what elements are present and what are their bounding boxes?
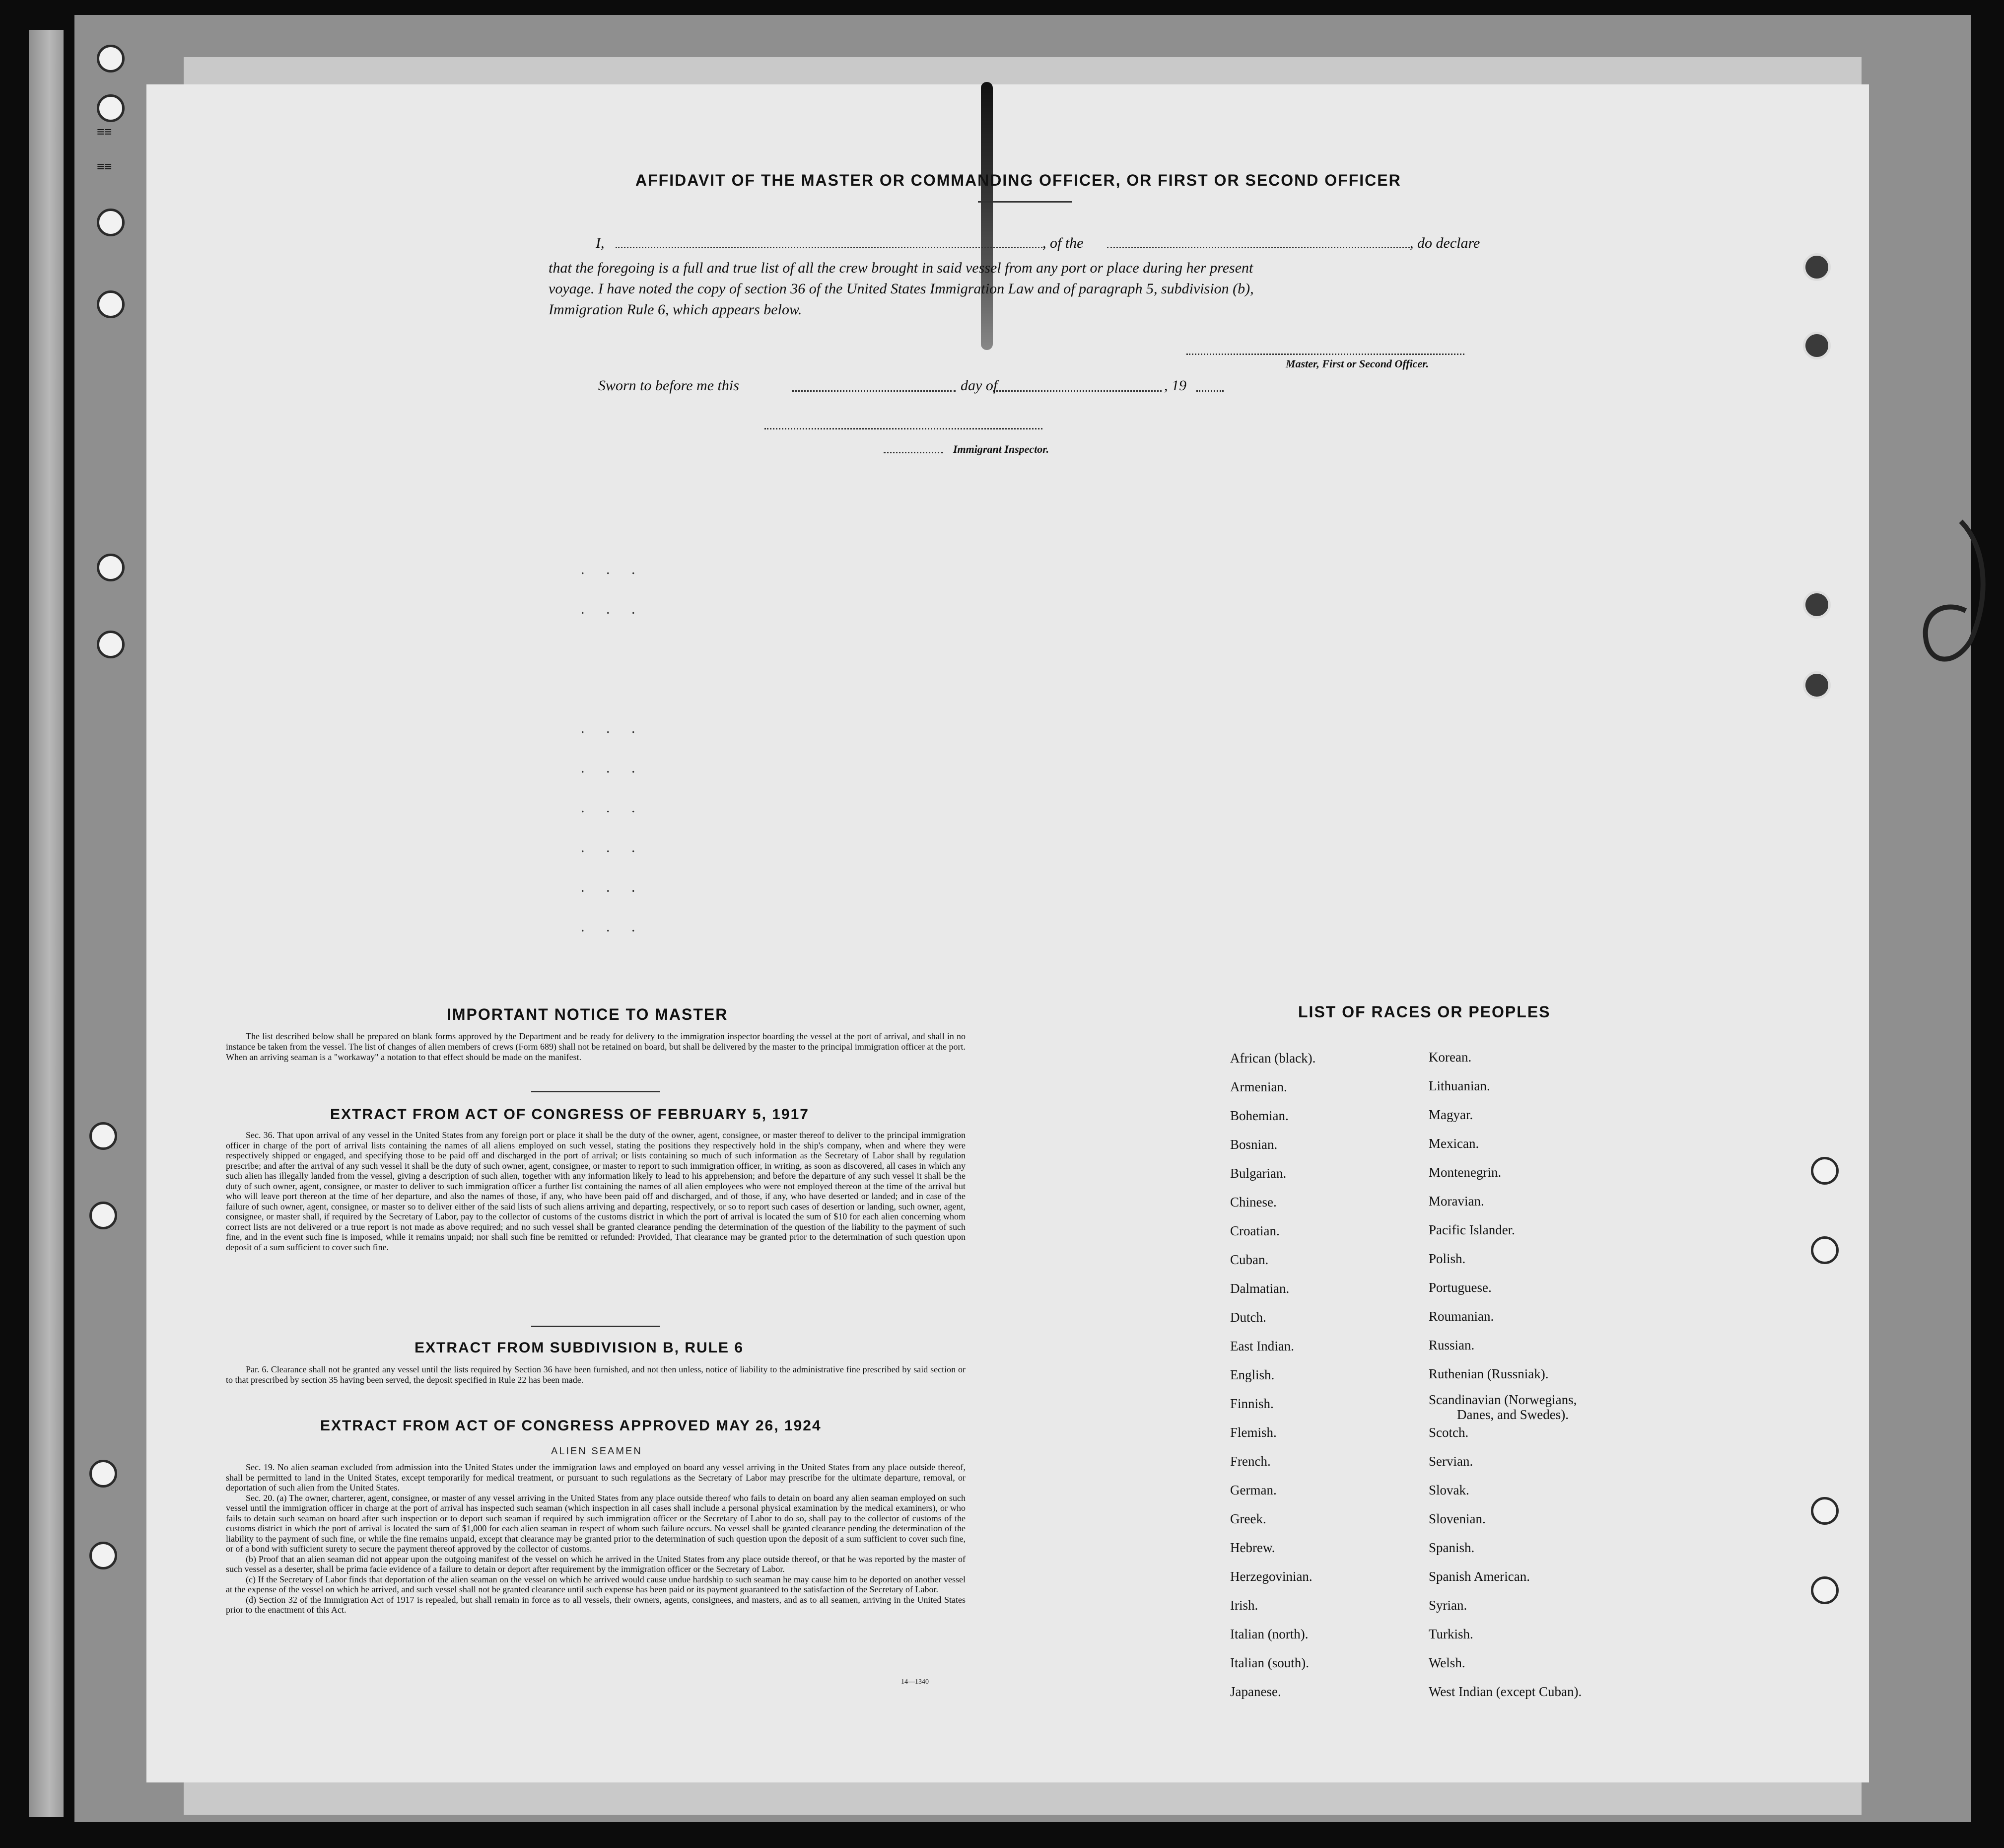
race-item: Magyar. xyxy=(1429,1107,1473,1122)
binder-hole-icon xyxy=(97,45,125,72)
section-19: Sec. 19. No alien seaman excluded from admission into the United States under the immigration laws and employed on board any vessel arriving in the United States from any place outside thereof, shall be permitted to land in the United States, except temporarily for medical treatment, or pursuant to such regulations as the Secretary of Labor may prescribe for the ultimate departure, removal, or deportation of such alien from the United States. xyxy=(226,1462,966,1493)
race-item: East Indian. xyxy=(1230,1339,1294,1353)
title-rule xyxy=(978,201,1072,203)
race-item: Cuban. xyxy=(1230,1252,1269,1267)
binder-hole-icon xyxy=(97,94,125,122)
master-signature-line[interactable] xyxy=(1186,354,1464,355)
binder-hole-icon xyxy=(1811,1157,1839,1185)
race-item: Scotch. xyxy=(1429,1425,1469,1440)
faint-dots: . . . xyxy=(581,879,644,895)
subdivision-b-text: Par. 6. Clearance shall not be granted any vessel until the lists required by Section 36 have been furnished, and not then unless, notice of liability to the administrative fine prescribed by said section or to that prescribed by section 35 having been served, the deposit specified in Rule 22 has been made. xyxy=(226,1364,966,1385)
race-item: Finnish. xyxy=(1230,1396,1274,1411)
binder-hole-icon xyxy=(97,554,125,581)
affidavit-line1-prefix: I, xyxy=(596,235,605,251)
race-item: Japanese. xyxy=(1230,1684,1281,1699)
binder-hole-icon xyxy=(1811,1236,1839,1264)
faint-dots: . . . xyxy=(581,839,644,855)
extract-1924-text xyxy=(226,1462,966,1615)
race-item: Syrian. xyxy=(1429,1598,1467,1613)
faint-dots: . . . xyxy=(581,601,644,617)
section-20c: (c) If the Secretary of Labor finds that deportation of the alien seaman on the vessel on which he arrived would cause undue hardship to such seaman he may cause him to be deported on another vessel at the expense of the vessel on which he arrived, and such vessel shall not be granted clearance until such expense has been paid or its payment guaranteed to the satisfaction of the Secretary of Labor. xyxy=(226,1574,966,1594)
extract-1917-text: Sec. 36. That upon arrival of any vessel in the United States from any foreign port or place it shall be the duty of the owner, agent, consignee, or master thereof to deliver to the principal immigration officer in charge of the port of arrival lists containing the names of all aliens employed on such vessel, stating the positions they respectively hold in the ship's company, when and where they were respectively shipped or engaged, and specifying those to be paid off and discharged in the port of arrival; or lists containing so much of such information as the Secretary of Labor shall by regulation prescribe; and after the arrival of any such vessel it shall be the duty of such owner, agent, consignee, or master to report to such immigration officer, in writing, as soon as discovered, all cases in which any such alien has illegally landed from the vessel, giving a description of such alien, together with any information likely to lead to his apprehension; and before the departure of any such vessel it shall be the duty of such owner, agent, consignee, or master to deliver to such immigration officer a further list containing the names of all alien employees who were not employed thereon at the time of the arrival but who will leave port thereon at the time of her departure, and also the names of those, if any, who have been paid off and discharged, and of those, if any, who have deserted or landed; and in case of the failure of such owner, agent, consignee, or master so to deliver either of the said lists of such aliens arriving and departing, respectively, or so to report such cases of desertion or landing, such owner, agent, consignee, or master shall, if required by the Secretary of Labor, pay to the collector of customs of the customs district in which the port of arrival is located the sum of $10 for each alien concerning whom correct lists are not delivered or a true report is not made as above required; and no such vessel shall be granted clearance pending the determination of the question of the liability to the payment of such fine, and in the event such fine is imposed, while it remains unpaid; nor shall such fine be remitted or refunded: Provided, That clearance may be granted prior to the determination of such question upon deposit of a sum sufficient to cover such fine. xyxy=(226,1130,966,1252)
sworn-year: , 19 xyxy=(1164,377,1186,394)
race-item: Dalmatian. xyxy=(1230,1281,1290,1296)
race-item: Greek. xyxy=(1230,1511,1266,1526)
section-20a: Sec. 20. (a) The owner, charterer, agent, consignee, or master of any vessel arriving in the United States from any place outside thereof who fails to detain on board any alien seaman employed on such vessel until the immigration officer in charge at the port of arrival has inspected such seaman (which inspection in all cases shall include a personal physical examination by the medical examiners), or who fails to detain such seaman on board after such inspection or to deport such seaman if required by such immigration officer or the Secretary of Labor to do so, shall pay to the collector of customs of the customs district in which the port of arrival is located the sum of $1,000 for each alien seaman in respect of whom such failure occurs. No vessel shall be granted clearance pending the determination of the liability to the payment of such fine, or while the fine remains unpaid, except that clearance may be granted prior to the determination of such question upon the deposit of a sum sufficient to cover such fine, or of a bond with sufficient surety to secure the payment thereof approved by the collector of customs. xyxy=(226,1493,966,1554)
faint-dots: . . . xyxy=(581,760,644,776)
race-item: Roumanian. xyxy=(1429,1309,1494,1324)
pencil-mark-icon xyxy=(1916,516,1991,675)
binder-hole-icon xyxy=(97,290,125,318)
race-item: Chinese. xyxy=(1230,1195,1277,1209)
race-item: French. xyxy=(1230,1454,1271,1469)
faint-dots: . . . xyxy=(581,799,644,816)
alien-seamen-subtitle: ALIEN SEAMEN xyxy=(551,1446,642,1457)
binder-hole-icon xyxy=(1803,332,1831,359)
race-item: West Indian (except Cuban). xyxy=(1429,1684,1582,1699)
sworn-year-blank[interactable] xyxy=(1196,390,1224,392)
race-item: German. xyxy=(1230,1483,1277,1497)
race-item: Turkish. xyxy=(1429,1627,1473,1641)
binder-hole-icon xyxy=(1803,591,1831,619)
race-item: Polish. xyxy=(1429,1251,1466,1266)
race-item: Spanish American. xyxy=(1429,1569,1530,1584)
inspector-label: Immigrant Inspector. xyxy=(953,443,1049,455)
race-item: Lithuanian. xyxy=(1429,1078,1490,1093)
race-item: Herzegovinian. xyxy=(1230,1569,1313,1584)
form-number: 14—1340 xyxy=(901,1678,929,1686)
race-item: Portuguese. xyxy=(1429,1280,1492,1295)
edge-mark-bottom: ≡≡ xyxy=(97,159,112,174)
sworn-month-blank[interactable] xyxy=(993,390,1162,392)
vessel-blank[interactable] xyxy=(1107,247,1410,248)
race-item: Dutch. xyxy=(1230,1310,1266,1325)
race-item: Russian. xyxy=(1429,1338,1475,1352)
binder-hole-icon xyxy=(89,1542,117,1569)
race-item: Pacific Islander. xyxy=(1429,1222,1515,1237)
inspector-signature-short-line xyxy=(884,452,943,453)
faint-dots: . . . xyxy=(581,561,644,577)
race-item: Ruthenian (Russniak). xyxy=(1429,1366,1549,1381)
inspector-signature-line[interactable] xyxy=(764,428,1042,429)
race-item: English. xyxy=(1230,1367,1275,1382)
race-item: Irish. xyxy=(1230,1598,1258,1613)
binder-hole-icon xyxy=(1803,671,1831,699)
race-item: African (black). xyxy=(1230,1051,1316,1066)
race-item: Italian (south). xyxy=(1230,1655,1309,1670)
race-item: Servian. xyxy=(1429,1454,1473,1469)
binder-hole-icon xyxy=(1811,1576,1839,1604)
race-item-continued: Danes, and Swedes). xyxy=(1457,1407,1569,1422)
affidavit-line2: that the foregoing is a full and true list of all the crew brought in said vessel from any port or place during her present xyxy=(549,260,1253,276)
race-item: Bohemian. xyxy=(1230,1108,1289,1123)
affidavit-line3: voyage. I have noted the copy of section 36 of the United States Immigration Law and of paragraph 5, subdivision (b), xyxy=(549,281,1254,297)
ink-blot xyxy=(981,82,993,350)
binder-hole-icon xyxy=(97,209,125,236)
sworn-day-of: day of xyxy=(961,377,998,394)
race-item: Flemish. xyxy=(1230,1425,1277,1440)
binder-strip xyxy=(29,30,64,1817)
edge-mark-top: ≡≡ xyxy=(97,124,112,139)
faint-dots: . . . xyxy=(581,919,644,935)
race-item: Italian (north). xyxy=(1230,1627,1309,1641)
binder-hole-icon xyxy=(89,1122,117,1150)
extract-1924-title: EXTRACT FROM ACT OF CONGRESS APPROVED MAY 26, 1924 xyxy=(320,1418,822,1434)
binder-hole-icon xyxy=(89,1202,117,1229)
sworn-day-blank[interactable] xyxy=(792,390,956,392)
binder-hole-icon xyxy=(97,631,125,658)
binder-hole-icon xyxy=(1803,253,1831,281)
master-signature-label: Master, First or Second Officer. xyxy=(1286,357,1429,370)
section-rule xyxy=(531,1326,660,1327)
section-20b: (b) Proof that an alien seaman did not appear upon the outgoing manifest of the vessel on which he arrived in the United States from any place outside thereof, or that he was reported by the master of such vessel as a deserter, shall be prima facie evidence of a failure to detain or deport after requirement by the immigration officer or the Secretary of Labor. xyxy=(226,1554,966,1574)
extract-1917-title: EXTRACT FROM ACT OF CONGRESS OF FEBRUARY 5, 1917 xyxy=(330,1106,809,1123)
race-item: Slovak. xyxy=(1429,1483,1469,1497)
affidavit-title: AFFIDAVIT OF THE MASTER OR COMMANDING OFFICER, OR FIRST OR SECOND OFFICER xyxy=(635,171,1401,189)
races-title: LIST OF RACES OR PEOPLES xyxy=(1298,1003,1551,1021)
sworn-prefix: Sworn to before me this xyxy=(598,377,739,394)
race-item: Slovenian. xyxy=(1429,1511,1486,1526)
affidavit-line1-mid: , of the xyxy=(1042,235,1084,251)
race-item: Moravian. xyxy=(1429,1194,1484,1208)
race-item: Armenian. xyxy=(1230,1079,1287,1094)
notice-text: The list described below shall be prepared on blank forms approved by the Department and be ready for delivery to the immigration inspector boarding the vessel at the port of arrival, and shall in no instance be taken from the vessel. The list of changes of alien members of crews (Form 689) shall not be retained on board, but shall be delivered by the master to the principal immigration officer at the port. When an arriving seaman is a "workaway" a notation to that effect should be made on the manifest. xyxy=(226,1031,966,1062)
section-20d: (d) Section 32 of the Immigration Act of 1917 is repealed, but shall remain in force as to all vessels, their owners, agents, consignees, and masters, and as to all seamen, arriving in the United States prior to the enactment of this Act. xyxy=(226,1594,966,1615)
race-item: Korean. xyxy=(1429,1050,1472,1065)
race-item: Scandinavian (Norwegians, xyxy=(1429,1392,1577,1407)
binder-hole-icon xyxy=(1811,1497,1839,1525)
race-item: Croatian. xyxy=(1230,1223,1280,1238)
faint-dots: . . . xyxy=(581,720,644,736)
race-item: Bulgarian. xyxy=(1230,1166,1287,1181)
affidavit-line1-suffix: , do declare xyxy=(1410,235,1480,251)
race-item: Spanish. xyxy=(1429,1540,1475,1555)
race-item: Montenegrin. xyxy=(1429,1165,1502,1180)
affidavit-line4: Immigration Rule 6, which appears below. xyxy=(549,301,802,318)
binder-hole-icon xyxy=(89,1460,117,1488)
race-item: Bosnian. xyxy=(1230,1137,1278,1152)
notice-title: IMPORTANT NOTICE TO MASTER xyxy=(447,1005,728,1023)
subdivision-b-title: EXTRACT FROM SUBDIVISION B, RULE 6 xyxy=(415,1340,744,1356)
section-rule xyxy=(531,1091,660,1092)
name-blank[interactable] xyxy=(616,247,1042,248)
race-item: Hebrew. xyxy=(1230,1540,1275,1555)
race-item: Mexican. xyxy=(1429,1136,1479,1151)
race-item: Welsh. xyxy=(1429,1655,1465,1670)
